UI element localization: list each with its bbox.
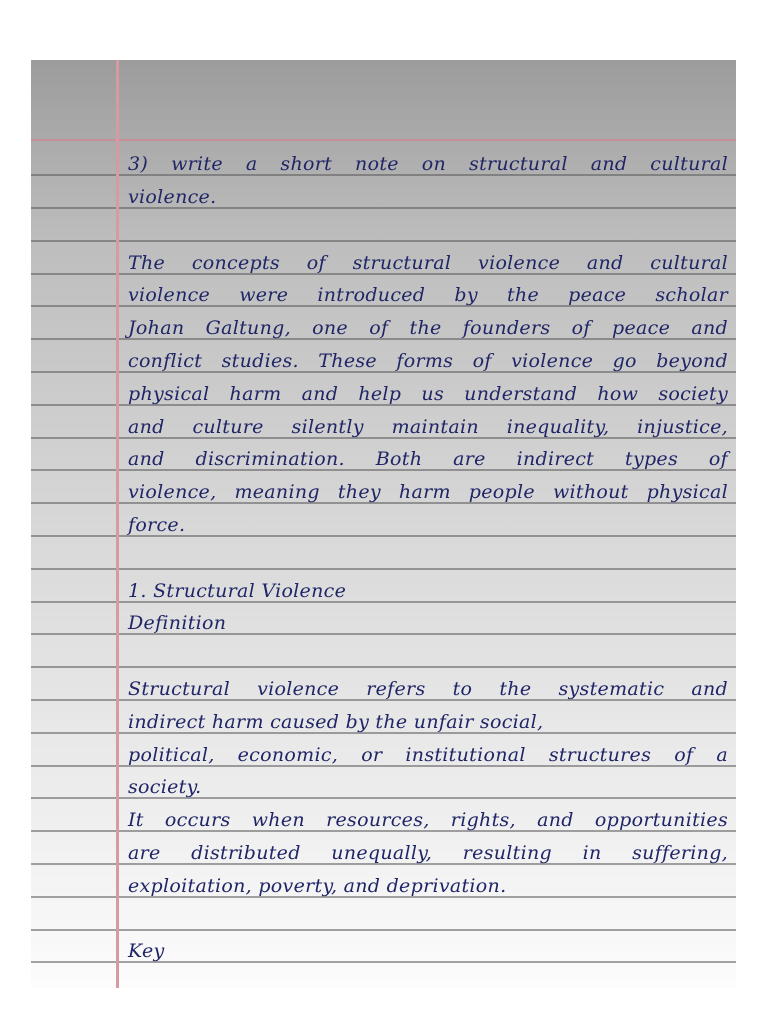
paragraph-line: political, economic, or institutional structures of a bbox=[128, 744, 728, 766]
paragraph-line: The concepts of structural violence and cultural bbox=[128, 252, 728, 274]
paragraph-line: indirect harm caused by the unfair social, bbox=[128, 711, 544, 733]
paragraph-line: and culture silently maintain inequality, injustice, bbox=[128, 416, 728, 438]
rule-line bbox=[31, 929, 736, 931]
paragraph-line: Key bbox=[128, 940, 165, 962]
rule-line bbox=[31, 240, 736, 242]
paragraph-line: Johan Galtung, one of the founders of peace and bbox=[128, 317, 728, 339]
paragraph-line: conflict studies. These forms of violence go beyond bbox=[128, 350, 728, 372]
section-heading: 1. Structural Violence bbox=[128, 580, 347, 602]
header-rule bbox=[31, 139, 736, 141]
question-line: violence. bbox=[128, 186, 217, 208]
paragraph-line: violence were introduced by the peace scholar bbox=[128, 284, 728, 306]
paragraph-line: violence, meaning they harm people without physical bbox=[128, 481, 728, 503]
rule-line bbox=[31, 568, 736, 570]
notebook-page bbox=[31, 60, 736, 988]
paragraph-line: Structural violence refers to the systematic and bbox=[128, 678, 728, 700]
margin-line bbox=[116, 60, 119, 988]
paragraph-line: society. bbox=[128, 776, 202, 798]
paragraph-line: are distributed unequally, resulting in suffering, bbox=[128, 842, 728, 864]
rule-line bbox=[31, 666, 736, 668]
subheading: Definition bbox=[128, 612, 227, 634]
paragraph-line: It occurs when resources, rights, and opportunities bbox=[128, 809, 728, 831]
question-line: 3) write a short note on structural and cultural bbox=[128, 153, 728, 175]
paragraph-line: exploitation, poverty, and deprivation. bbox=[128, 875, 507, 897]
paragraph-line: physical harm and help us understand how society bbox=[128, 383, 728, 405]
paragraph-line: force. bbox=[128, 514, 186, 536]
paragraph-line: and discrimination. Both are indirect types of bbox=[128, 448, 728, 470]
